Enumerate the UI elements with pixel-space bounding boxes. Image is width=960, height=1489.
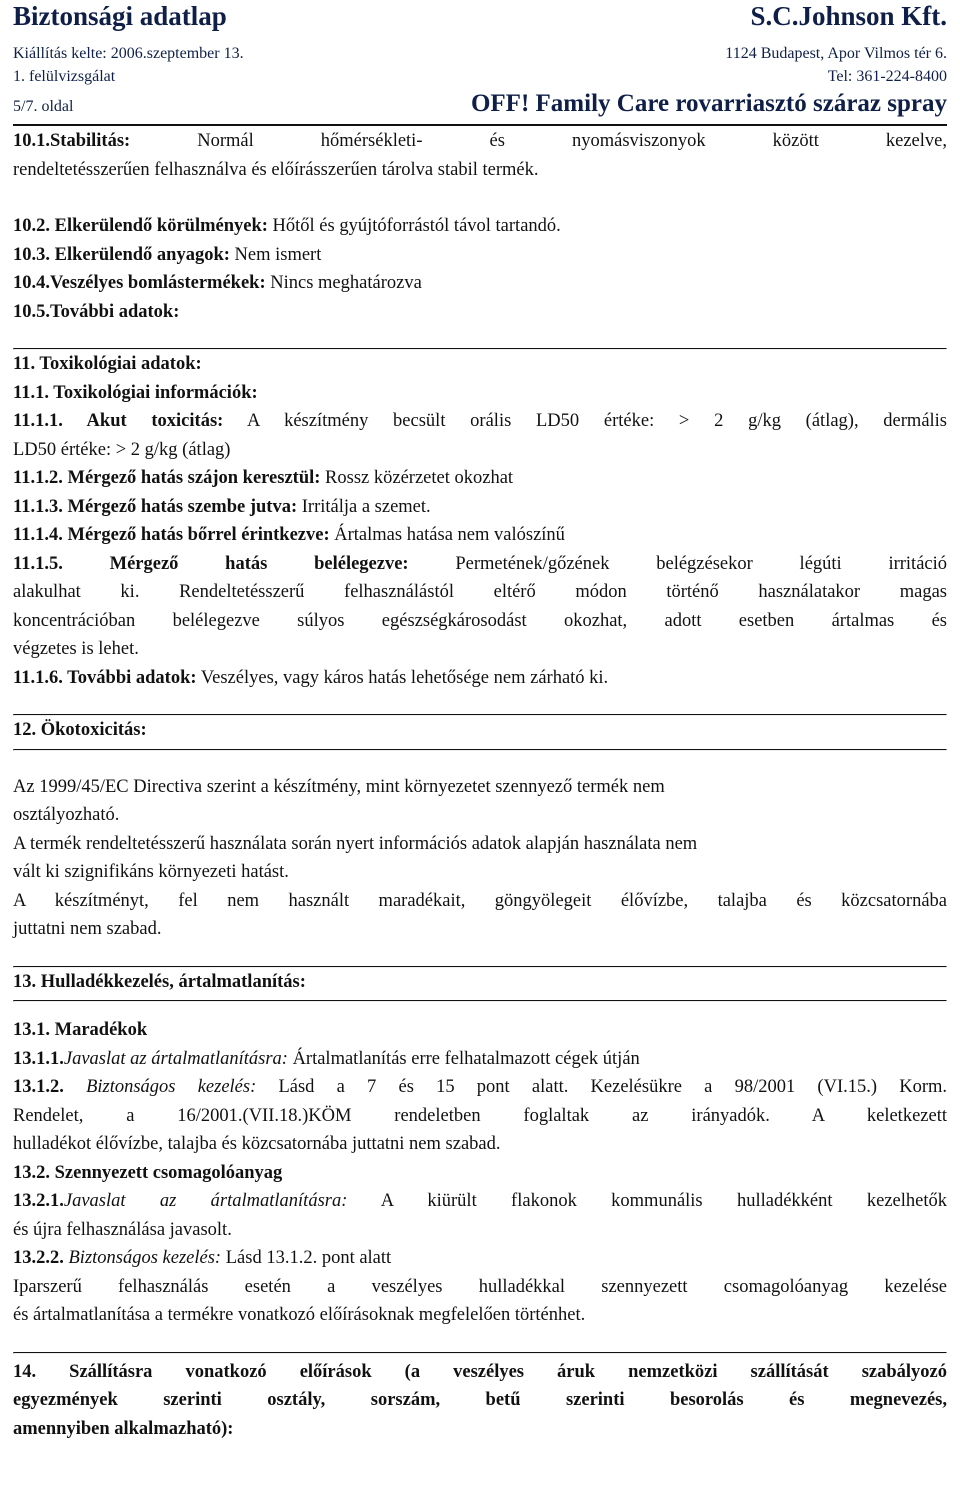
s11-1-5-cont2: koncentrációban belélegezve súlyos egészségkárosodást okozhat, adott esetben ártalmas és: [13, 610, 947, 631]
s14-title-cont2: amennyiben alkalmazható):: [13, 1418, 234, 1439]
s13-2-2: 13.2.2. Biztonságos kezelés: Lásd 13.1.2. pont alatt: [13, 1248, 392, 1268]
company-name: S.C.Johnson Kft.: [750, 1, 947, 31]
page-number: 5/7. oldal: [13, 98, 74, 115]
s10-1: 10.1.Stabilitás: Normál hőmérsékleti- és nyomásviszonyok között kezelve,: [13, 131, 947, 151]
s11-1-5-cont1: alakulhat ki. Rendeltetésszerű felhasználástól eltérő módon történő használatakor magas: [13, 582, 947, 602]
document-body: [13, 127, 947, 1443]
s11-1-3: 11.1.3. Mérgező hatás szembe jutva: Irritálja a szemet.: [13, 496, 431, 517]
s12-p3: A készítményt, fel nem használt maradékait, göngyölegeit élővízbe, talajba és közcsatornába: [13, 890, 947, 911]
s10-2: 10.2. Elkerülendő körülmények: Hőtől és gyújtóforrástól távol tartandó.: [13, 216, 561, 236]
s12-p1: Az 1999/45/EC Directiva szerint a készítmény, mint környezetet szennyező termék nem: [13, 776, 665, 797]
s12-p2-cont: vált ki szignifikáns környezeti hatást.: [13, 862, 289, 882]
s12-p1-cont: osztályozható.: [13, 805, 120, 825]
s10-4: 10.4.Veszélyes bomlástermékek: Nincs meghatározva: [13, 273, 422, 293]
s13-1-title: 13.1. Maradékok: [13, 1020, 148, 1040]
s13-1-2-cont1: Rendelet, a 16/2001.(VII.18.)KÖM rendeletben foglaltak az irányadók. A keletkezett: [13, 1105, 947, 1126]
doc-title: Biztonsági adatlap: [13, 1, 227, 31]
s11-title: 11. Toxikológiai adatok:: [13, 354, 202, 374]
s11-1-1-cont: LD50 értéke: > 2 g/kg (átlag): [13, 439, 231, 460]
company-address: 1124 Budapest, Apor Vilmos tér 6.: [725, 45, 947, 62]
s10-3: 10.3. Elkerülendő anyagok: Nem ismert: [13, 244, 322, 265]
s13-paragraph: Iparszerű felhasználás esetén a veszélyes hulladékkal szennyezett csomagolóanyag kezelése: [13, 1276, 947, 1297]
s12-p3-cont: juttatni nem szabad.: [13, 919, 162, 939]
s11-1-4: 11.1.4. Mérgező hatás bőrrel érintkezve: Ártalmas hatása nem valószínű: [13, 525, 565, 545]
revision: 1. felülvizsgálat: [13, 68, 116, 85]
s11-1-1: 11.1.1. Akut toxicitás: A készítmény becsült orális LD50 értéke: > 2 g/kg (átlag), dermális: [13, 411, 948, 431]
s12-title: 12. Ökotoxicitás:: [13, 720, 147, 740]
issue-date: Kiállítás kelte: 2006.szeptember 13.: [13, 45, 244, 62]
header-divider: [13, 124, 947, 126]
s13-1-2-cont2: hulladékot élővízbe, talajba és közcsatornába juttatni nem szabad.: [13, 1134, 501, 1154]
s11-1-5: 11.1.5. Mérgező hatás belélegezve: Permetének/gőzének belégzésekor légúti irritáció: [13, 553, 948, 574]
s12-p2: A termék rendeltetésszerű használata során nyert információs adatok alapján használata nem: [13, 833, 698, 854]
s13-2-1: 13.2.1.Javaslat az ártalmatlanításra: A kiürült flakonok kommunális hulladékként kezelhetők: [13, 1191, 947, 1211]
s10-1-cont: rendeltetésszerűen felhasználva és előírásszerűen tárolva stabil termék.: [13, 159, 539, 180]
s13-paragraph-cont: és ártalmatlanítása a termékre vonatkozó előírásoknak megfelelően történhet.: [13, 1305, 586, 1325]
s13-title: 13. Hulladékkezelés, ártalmatlanítás:: [13, 971, 306, 992]
page-header: [13, 2, 947, 122]
company-phone: Tel: 361-224-8400: [827, 68, 947, 85]
s14-title-cont1: egyezmények szerinti osztály, sorszám, betű szerinti besorolás és megnevezés,: [13, 1390, 947, 1410]
s11-1-2: 11.1.2. Mérgező hatás szájon keresztül: Rossz közérzetet okozhat: [13, 468, 514, 488]
s13-2-1-cont: és újra felhasználása javasolt.: [13, 1219, 232, 1240]
s13-1-1: 13.1.1.Javaslat az ártalmatlanításra: Ártalmatlanítás erre felhatalmazott cégek útján: [13, 1048, 640, 1069]
s11-1-6: 11.1.6. További adatok: Veszélyes, vagy káros hatás lehetősége nem zárható ki.: [13, 667, 609, 688]
s13-2-title: 13.2. Szennyezett csomagolóanyag: [13, 1162, 283, 1183]
s13-1-2: 13.1.2. Biztonságos kezelés: Lásd a 7 és 15 pont alatt. Kezelésükre a 98/2001 (VI.15.) Korm.: [13, 1077, 947, 1097]
s11-1-title: 11.1. Toxikológiai információk:: [13, 382, 258, 403]
s14-title: 14. Szállításra vonatkozó előírások (a veszélyes áruk nemzetközi szállítását szabályozó: [13, 1361, 947, 1382]
s10-5: 10.5.További adatok:: [13, 301, 180, 322]
section-divider: [13, 1352, 947, 1354]
s11-1-5-cont3: végzetes is lehet.: [13, 639, 139, 659]
product-name: OFF! Family Care rovarriasztó száraz spray: [470, 90, 947, 117]
